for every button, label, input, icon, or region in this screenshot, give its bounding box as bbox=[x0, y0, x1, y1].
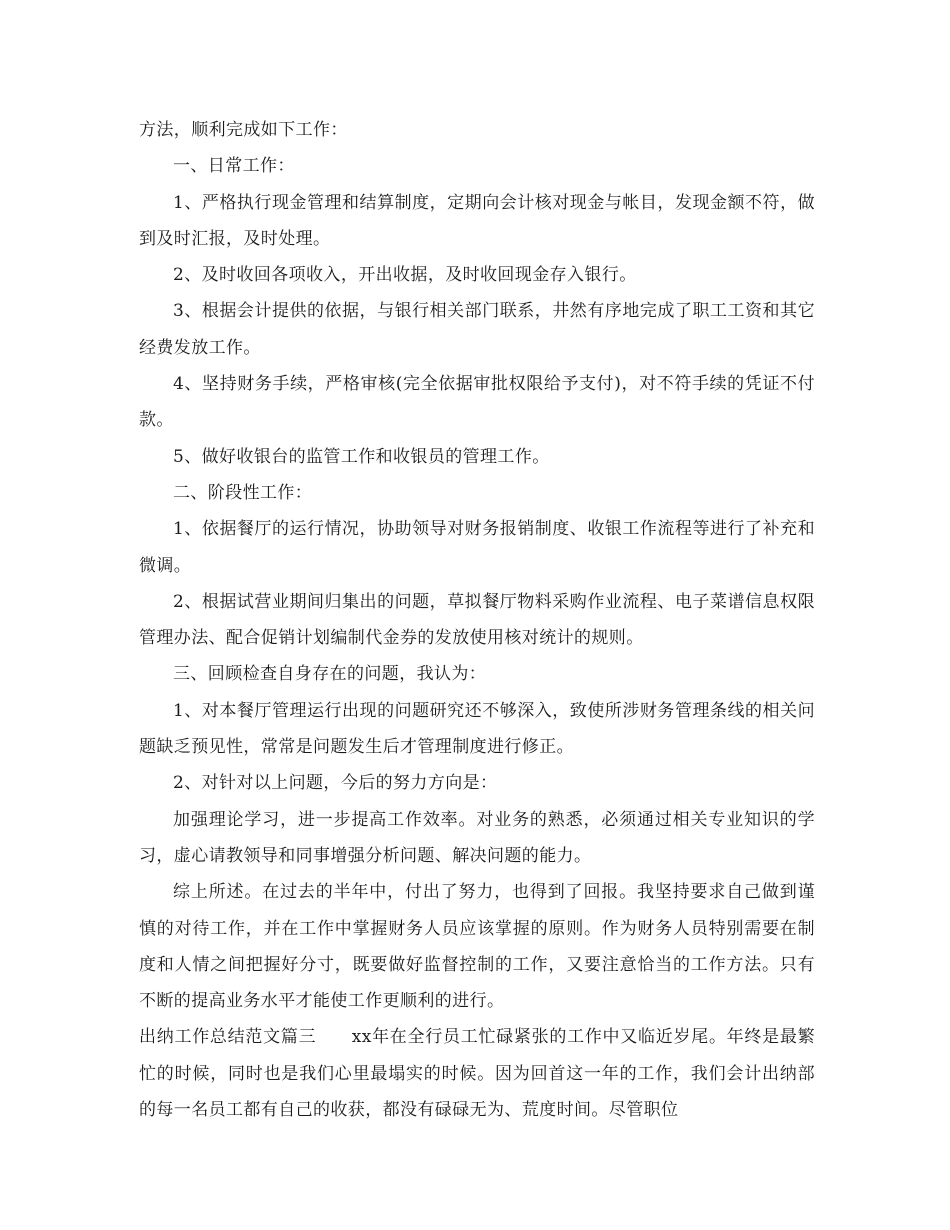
paragraph: 5、做好收银台的监管工作和收银员的管理工作。 bbox=[173, 446, 550, 467]
paragraph: 2、及时收回各项收入，开出收据，及时收回现金存入银行。 bbox=[173, 265, 637, 286]
paragraph: 加强理论学习，进一步提高工作效率。对业务的熟悉，必须通过相关专业知识的学习，虚心请教领导和同事增强分析问题、解决问题的能力。 bbox=[139, 809, 815, 866]
paragraph: 4、坚持财务手续，严格审核(完全依据审批权限给予支付)，对不符手续的凭证不付款。 bbox=[139, 374, 815, 431]
paragraph: 二、阶段性工作： bbox=[173, 482, 313, 503]
paragraph: 1、依据餐厅的运行情况，协助领导对财务报销制度、收银工作流程等进行了补充和微调。 bbox=[139, 519, 815, 576]
paragraph: 方法，顺利完成如下工作： bbox=[139, 120, 348, 140]
paragraph: 1、对本餐厅管理运行出现的问题研究还不够深入，致使所涉财务管理条线的相关问题缺乏预见性，常常是问题发生后才管理制度进行修正。 bbox=[139, 700, 815, 758]
paragraph: 1、严格执行现金管理和结算制度，定期向会计核对现金与帐目，发现金额不符，做到及时汇报，及时处理。 bbox=[139, 192, 815, 249]
paragraph: 出纳工作总结范文篇三 xx年在全行员工忙碌紧张的工作中又临近岁尾。年终是最繁忙的时候，同时也是我们心里最塌实的时候。因为回首这一年的工作，我们会计出纳部的每一名员工都有自己的收获，都没有碌碌无为、荒度时间。尽管职位 bbox=[139, 1027, 815, 1121]
document-body bbox=[139, 112, 815, 1128]
paragraph: 三、回顾检查自身存在的问题，我认为： bbox=[173, 664, 487, 685]
paragraph: 2、对针对以上问题，今后的努力方向是： bbox=[173, 773, 498, 794]
paragraph: 2、根据试营业期间归集出的问题，草拟餐厅物料采购作业流程、电子菜谱信息权限管理办法、配合促销计划编制代金券的发放使用核对统计的规则。 bbox=[139, 591, 815, 649]
paragraph: 一、日常工作： bbox=[173, 156, 295, 177]
paragraph: 3、根据会计提供的依据，与银行相关部门联系，井然有序地完成了职工工资和其它经费发放工作。 bbox=[139, 301, 815, 358]
paragraph: 综上所述。在过去的半年中，付出了努力，也得到了回报。我坚持要求自己做到谨慎的对待工作，并在工作中掌握财务人员应该掌握的原则。作为财务人员特别需要在制度和人情之间把握好分寸，既要做好监督控制的工作，又要注意恰当的工作方法。只有不断的提高业务水平才能使工作更顺利的进行。 bbox=[139, 882, 815, 1012]
